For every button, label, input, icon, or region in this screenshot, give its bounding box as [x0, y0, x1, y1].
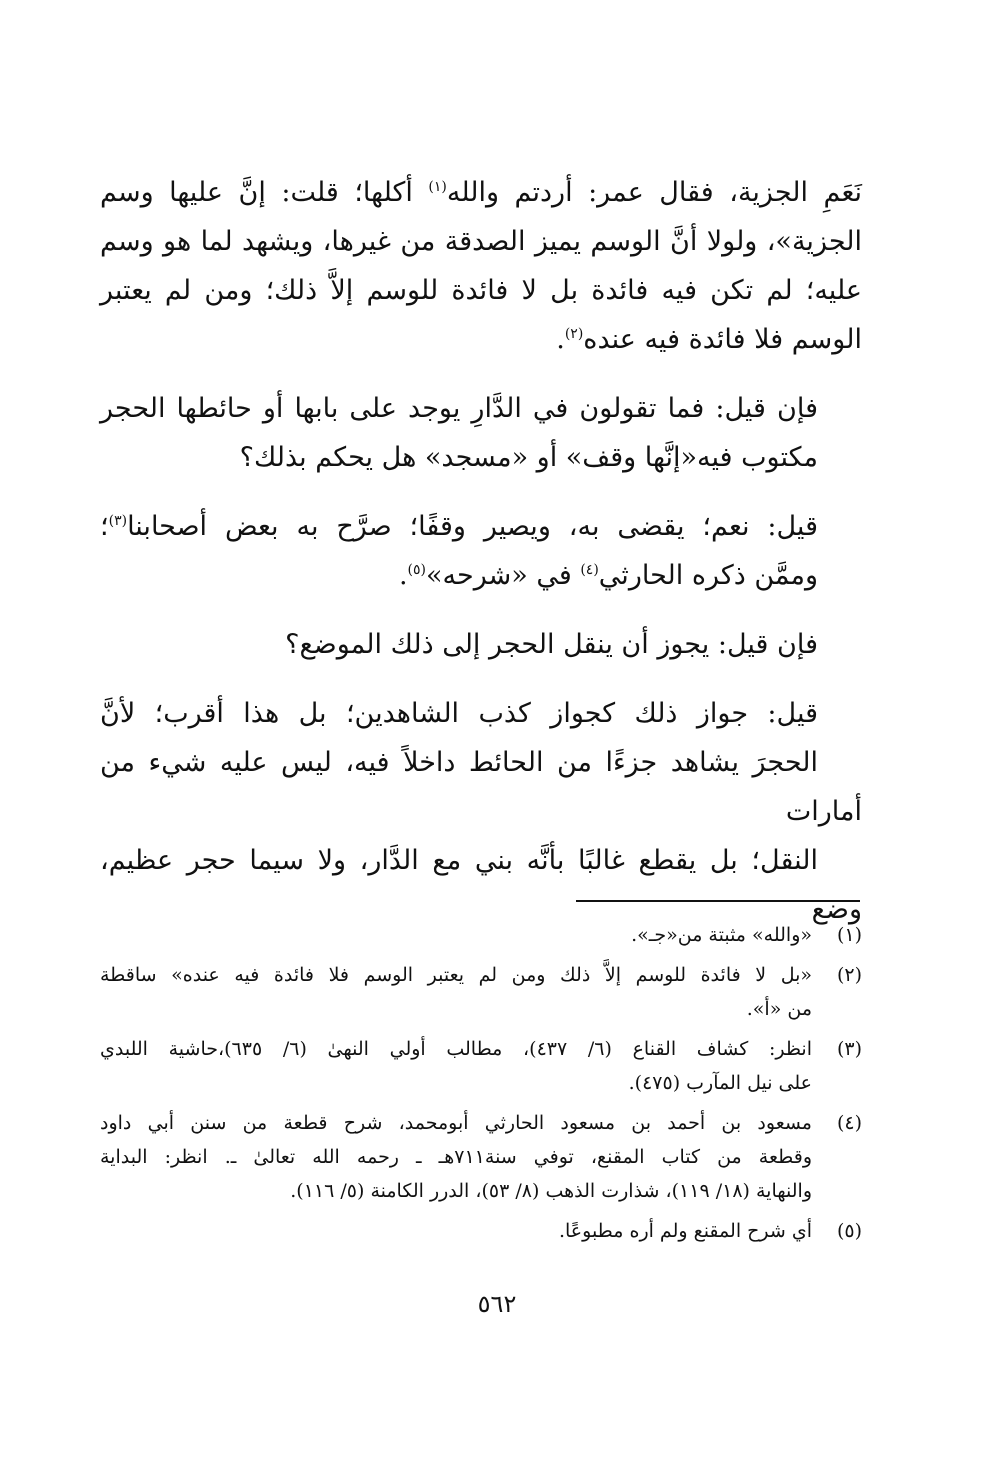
footnote-1: [100, 918, 862, 952]
footnote-number: (١): [836, 924, 862, 946]
paragraph-1: [100, 168, 862, 364]
footnote-number: (٤): [836, 1112, 862, 1134]
footnote-ref-2: (٢): [564, 326, 584, 342]
text-line: قيل: جواز ذلك كجواز كذب الشاهدين؛ بل هذا أقرب؛ لأنَّ: [100, 698, 818, 729]
text-line: قيل: نعم؛ يقضى به، ويصير وقفًا؛ صرَّح به بعض أصحابنا$^{(٣)}$؛: [100, 511, 818, 542]
footnote-2: [100, 958, 862, 1026]
footnote-text: مسعود بن أحمد بن مسعود الحارثي أبومحمد، شرح قطعة من سنن أبي داود وقطعة من كتاب المقنع، توفي سنة٧١١هـ ـ رحمه الله تعالىٰ ـ. انظر: البداية والنهاية (١٨/ ١١٩)، شذارت الذهب (٨/ ٥٣)، الدرر الكامنة (٥/ ١١٦).: [100, 1112, 812, 1202]
text-line: مكتوب فيه«إنَّها وقف» أو «مسجد» هل يحكم بذلك؟: [239, 442, 818, 473]
text-line: عليه؛ لم تكن فيه فائدة بل لا فائدة للوسم إلاَّ ذلك؛ ومن لم يعتبر: [100, 275, 862, 306]
paragraph-2: [100, 384, 862, 482]
footnote-3: [100, 1032, 862, 1100]
footnote-number: (٢): [836, 964, 862, 986]
text-line: نَعَمِ الجزية، فقال عمر: أردتم والله$^{(١)}$ أكلها؛ قلت: إنَّ عليها وسم: [100, 177, 862, 208]
footnote-text: «بل لا فائدة للوسم إلاَّ ذلك ومن لم يعتبر الوسم فلا فائدة فيه عنده» ساقطة من «أ».: [100, 964, 812, 1020]
footnote-ref-5: (٥): [407, 562, 427, 578]
footnote-number: (٣): [836, 1038, 862, 1060]
footnote-4: [100, 1106, 862, 1208]
main-text: [100, 168, 862, 954]
footnote-text: أي شرح المقنع ولم أره مطبوعًا.: [558, 1220, 812, 1242]
text-line: الوسم فلا فائدة فيه عنده$^{(٢)}$.: [556, 324, 862, 355]
page-number: ٥٦٢: [477, 1290, 517, 1318]
footnote-divider: [576, 900, 860, 902]
text-line: فإن قيل: يجوز أن ينقل الحجر إلى ذلك الموضع؟: [285, 629, 818, 660]
text-line: الجزية»، ولولا أنَّ الوسم يميز الصدقة من غيرها، ويشهد لما هو وسم: [100, 226, 862, 257]
footnote-ref-1: (١): [428, 179, 447, 195]
footnotes: [100, 918, 862, 1254]
text-line: الحجرَ يشاهد جزءًا من الحائط داخلاً فيه، ليس عليه شيء من أمارات: [100, 747, 862, 827]
footnote-ref-4: (٤): [580, 562, 599, 578]
paragraph-3: [100, 502, 862, 600]
footnote-5: [100, 1214, 862, 1248]
footnote-number: (٥): [836, 1220, 862, 1242]
text-line: وممَّن ذكره الحارثي$^{(٤)}$ في «شرحه»$^{(٥)}$.: [398, 560, 818, 591]
text-line: فإن قيل: فما تقولون في الدَّارِ يوجد على بابها أو حائطها الحجر: [100, 393, 818, 424]
paragraph-4: [100, 620, 862, 669]
footnote-text: انظر: كشاف القناع (٦/ ٤٣٧)، مطالب أولي النهىٰ (٦/ ٦٣٥)،حاشية اللبدي على نيل المآرب (٤٧٥).: [100, 1038, 812, 1094]
footnote-ref-3: (٣): [108, 513, 128, 529]
paragraph-5: [100, 689, 862, 934]
text-line: النقل؛ بل يقطع غالبًا بأنَّه بني مع الدَّار، ولا سيما حجر عظيم، وضع: [100, 845, 862, 925]
footnote-text: «والله» مثبتة من«جـ».: [631, 924, 812, 946]
